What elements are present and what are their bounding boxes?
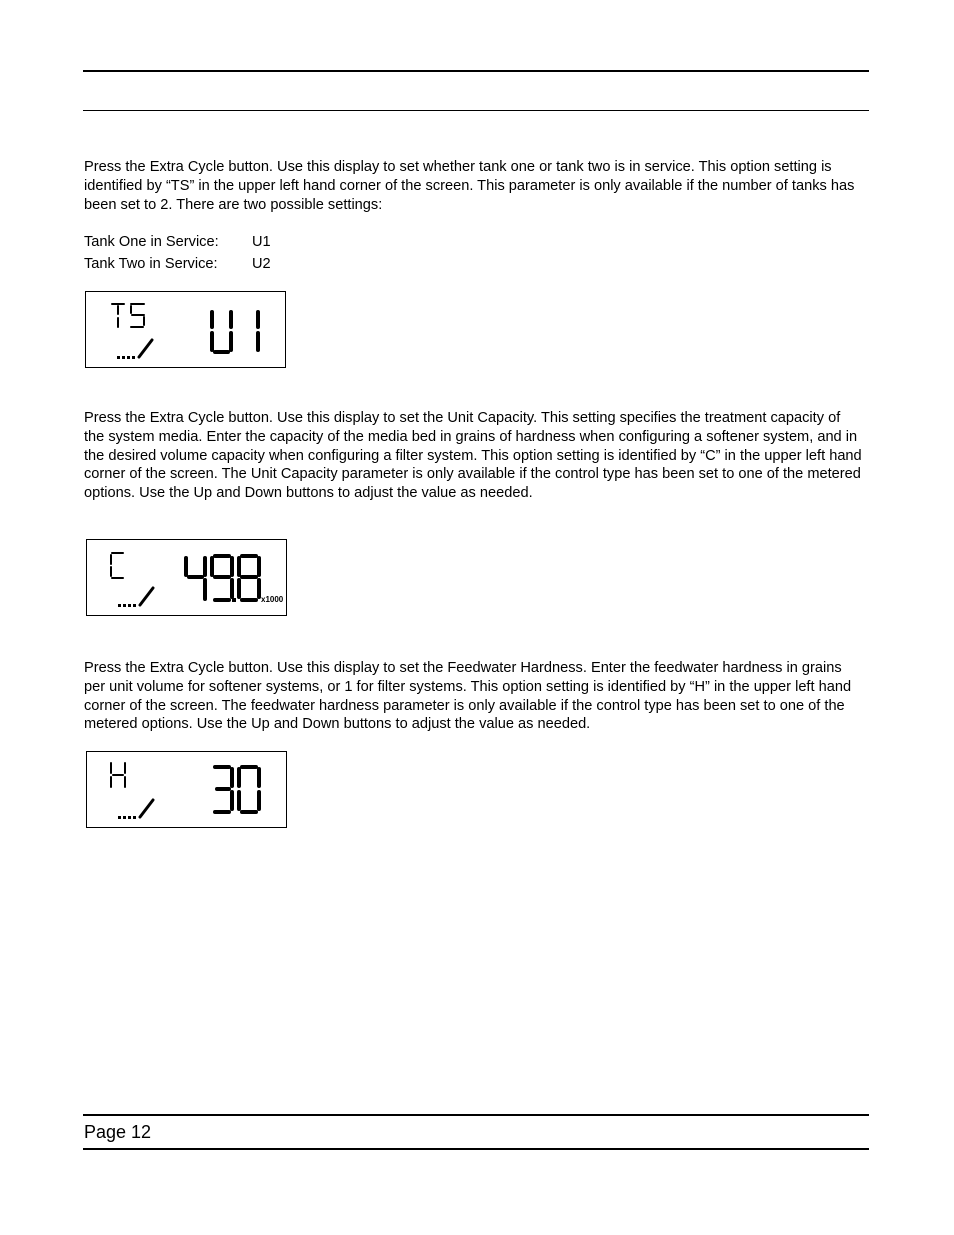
lcd-display-feedwater-hardness bbox=[86, 751, 287, 828]
lcd-display-graphic bbox=[87, 752, 288, 829]
footer-rule-top bbox=[83, 1114, 869, 1116]
tank-in-service-paragraph: Press the Extra Cycle button. Use this display to set whether tank one or tank two is in service. This option setting is identified by “TS” in the upper left hand corner of the screen. This parameter is only available if the number of tanks has been set to 2. There are two possible settings: bbox=[84, 159, 855, 213]
lcd-display-graphic bbox=[86, 292, 287, 369]
feedwater-hardness-paragraph: Press the Extra Cycle button. Use this display to set the Feedwater Hardness. Enter the feedwater hardness in grains per unit volume for softener systems, or 1 for filter systems. This option setting is identified by “H” in the upper left hand corner of the screen. The feedwater hardness parameter is only available if the control type has been set to one of the metered options. Use the Up and Down buttons to adjust the value as needed. bbox=[84, 660, 852, 733]
header-rule-bottom bbox=[83, 110, 869, 111]
multiplier-label: x1000 bbox=[261, 595, 284, 604]
setting-label: Tank One in Service: bbox=[84, 234, 219, 250]
page-number: Page 12 bbox=[84, 1122, 152, 1142]
lcd-display-unit-capacity bbox=[86, 539, 287, 616]
unit-capacity-paragraph: Press the Extra Cycle button. Use this display to set the Unit Capacity. This setting specifies the treatment capacity of the system media. Enter the capacity of the media bed in grains of hardness when configuring a softener system, and in the desired volume capacity when configuring a filter system. This option setting is identified by “C” in the upper left hand corner of the screen. The Unit Capacity parameter is only available if the control type has been set to one of the metered options. Use the Up and Down buttons to adjust the value as needed. bbox=[84, 410, 862, 502]
header-rule-top bbox=[83, 70, 869, 72]
footer-rule-bottom bbox=[83, 1148, 869, 1150]
setting-value: U2 bbox=[252, 256, 271, 272]
lcd-display-graphic bbox=[87, 540, 288, 617]
setting-value: U1 bbox=[252, 234, 271, 250]
lcd-display-tank-service bbox=[85, 291, 286, 368]
setting-label: Tank Two in Service: bbox=[84, 256, 218, 272]
